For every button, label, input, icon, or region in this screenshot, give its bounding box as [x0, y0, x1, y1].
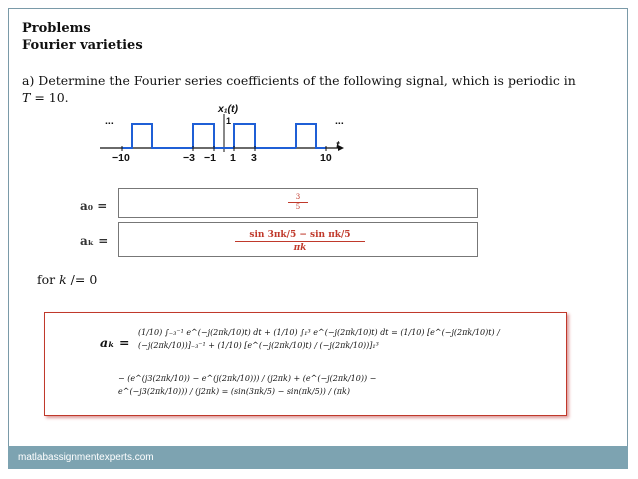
- pulse-center-right: [234, 124, 296, 148]
- condition-prefix: for: [37, 272, 60, 287]
- problem-line-1: a) Determine the Fourier series coefficients of the following signal, which is periodic in: [22, 73, 576, 88]
- a0-label: a₀ =: [80, 199, 108, 213]
- derivation-line-2: − (e^(j3(2πk/10)) − e^(j(2πk/10))) / (j2πk) + (e^(−j(2πk/10)) − e^(−j3(2πk/10))) / (j2πk) = (sin(3πk/5) − sin(πk/5)) / (πk): [118, 374, 377, 396]
- axis-label-t: t: [336, 139, 340, 151]
- period-value: = 10.: [30, 90, 69, 105]
- condition-rest: /= 0: [66, 272, 98, 287]
- tick-label-neg3: −3: [183, 152, 195, 164]
- ellipsis-right: ...: [335, 115, 344, 127]
- title-line-1: Problems: [22, 21, 91, 36]
- derivation-line-1: [100, 322, 528, 366]
- a0-denominator: 5: [288, 202, 308, 212]
- condition-var: k: [59, 272, 67, 287]
- tick-label-neg10: −10: [112, 152, 130, 164]
- tick-label-1: 1: [230, 152, 236, 164]
- ak-denominator: πk: [235, 241, 365, 254]
- period-variable: T: [22, 90, 31, 105]
- footer-link[interactable]: matlabassignmentexperts.com: [18, 452, 154, 463]
- ellipsis-left: ...: [105, 115, 114, 127]
- ak-label: aₖ =: [80, 234, 109, 248]
- title-line-2: Fourier varieties: [22, 38, 143, 53]
- pulse-left: [122, 124, 193, 148]
- signal-label: x₁(t): [218, 103, 239, 115]
- tick-label-neg1: −1: [204, 152, 216, 164]
- derivation-line-1-text: (1/10) ∫₋₃⁻¹ e^(−j(2πk/10)t) dt + (1/10) ∫₁³ e^(−j(2πk/10)t) dt = (1/10) [e^(−j(2πk/10)t) / (−j(2πk/10))]₋₃⁻¹ + (1/10) [e^(−j(2πk/10)t) / (−j(2πk/10))]₁³: [138, 328, 500, 350]
- ak-numerator: sin 3πk/5 − sin πk/5: [249, 230, 351, 240]
- condition-text: [37, 272, 97, 287]
- vertical-tick-label: 1: [226, 116, 232, 126]
- pulse-right: [296, 124, 326, 148]
- a0-numerator: 3: [295, 193, 301, 201]
- a0-fraction: [288, 193, 308, 212]
- derivation-lhs: aₖ =: [100, 335, 130, 350]
- tick-label-3: 3: [251, 152, 257, 164]
- ak-fraction: [235, 229, 365, 254]
- pulse-center-left: [193, 124, 234, 148]
- tick-label-10: 10: [320, 152, 332, 164]
- slide-title: [22, 20, 143, 54]
